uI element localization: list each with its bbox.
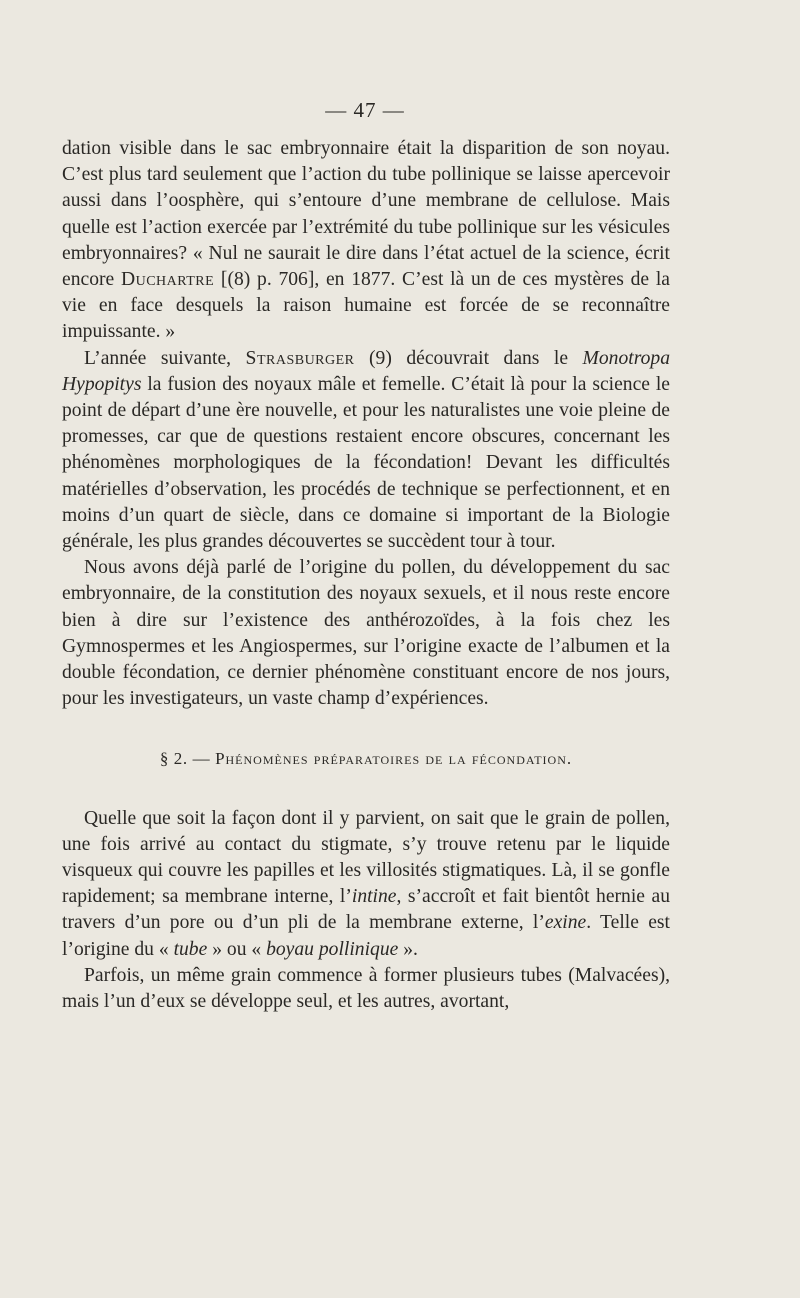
- term-intine: intine: [351, 886, 397, 908]
- paragraph-3: Nous avons déjà parlé de l’origine du pollen, du développement du sac embryonnaire, de la constitution des noyaux sexuels, et il nous reste encore bien à dire sur l’existence des anthérozoïdes, à la fois chez les Gymnospermes et les Angiospermes, sur l’origine exacte de l’albumen et la double fécondation, ce dernier phénomène constituant encore de nos jours, pour les investigateurs, un vaste champ d’expériences.: [62, 557, 670, 710]
- paragraph-4: [62, 806, 670, 963]
- paragraph-5: Parfois, un même grain commence à former plusieurs tubes (Malvacées), mais l’un d’eux se développe seul, et les autres, avortant,: [62, 964, 670, 1013]
- paragraph-2: [62, 346, 670, 556]
- p2-text-c: la fusion des noyaux mâle et femelle. C’était là pour la science le point de départ d’une ère nouvelle, et pour les naturalistes une voie pleine de promesses, car que de questions restaient encore obscures, concernant les phénomènes morphologiques de la fécondation! Devant les difficultés matérielles d’observation, les procédés de technique se perfectionnent, et en moins d’un quart de siècle, dans ce domaine si important de la Biologie générale, les plus grandes découvertes se succèdent tour à tour.: [62, 373, 670, 553]
- term-boyau: boyau pollinique: [266, 938, 399, 960]
- term-exine: exine: [544, 912, 587, 934]
- p4-text-e: ».: [398, 938, 418, 960]
- p4-text-c: . Telle est l’origine du «: [62, 912, 670, 960]
- author-strasburger: Strasburger: [245, 347, 355, 369]
- species-name: Monotropa Hypopitys: [62, 347, 670, 395]
- p4-text-d: » ou «: [207, 938, 267, 960]
- page-number: — 47 —: [325, 98, 405, 122]
- section-title: Phénomènes préparatoires de la fécondation.: [215, 749, 573, 769]
- p4-text-a: Quelle que soit la façon dont il y parvient, on sait que le grain de pollen, une fois arrivé au contact du stigmate, s’y trouve retenu par le liquide visqueux qui couvre les papilles et les villosités stigmatiques. Là, il se gonfle rapidement; sa membrane interne, l’: [62, 807, 670, 908]
- body-text: [62, 136, 670, 1015]
- p4-text-b: , s’accroît et fait bientôt hernie au travers d’un pore ou d’un pli de la membrane externe, l’: [62, 886, 670, 934]
- paragraph-1: [62, 136, 670, 346]
- p1-text-a: dation visible dans le sac embryonnaire était la disparition de son noyau. C’est plus tard seulement que l’action du tube pollinique se laisse apercevoir aussi dans l’oosphère, qui s’entoure d’une membrane de cellulose. Mais quelle est l’action exercée par l’extrémité du tube pollinique sur les vésicules embryonnaires? « Nul ne saurait le dire dans l’état actuel de la science, écrit encore: [62, 138, 670, 291]
- section-number: § 2. —: [159, 749, 216, 769]
- p2-text-b: (9) découvrait dans le: [354, 347, 583, 369]
- author-duchartre: Duchartre: [120, 269, 215, 291]
- term-tube: tube: [173, 938, 208, 960]
- p2-text-a: L’année suivante,: [84, 347, 246, 369]
- section-heading: [62, 746, 670, 772]
- p1-text-b: [(8) p. 706], en 1877. C’est là un de ces mystères de la vie en face desquels la raison humaine est forcée de se reconnaître impuissante. »: [62, 269, 670, 343]
